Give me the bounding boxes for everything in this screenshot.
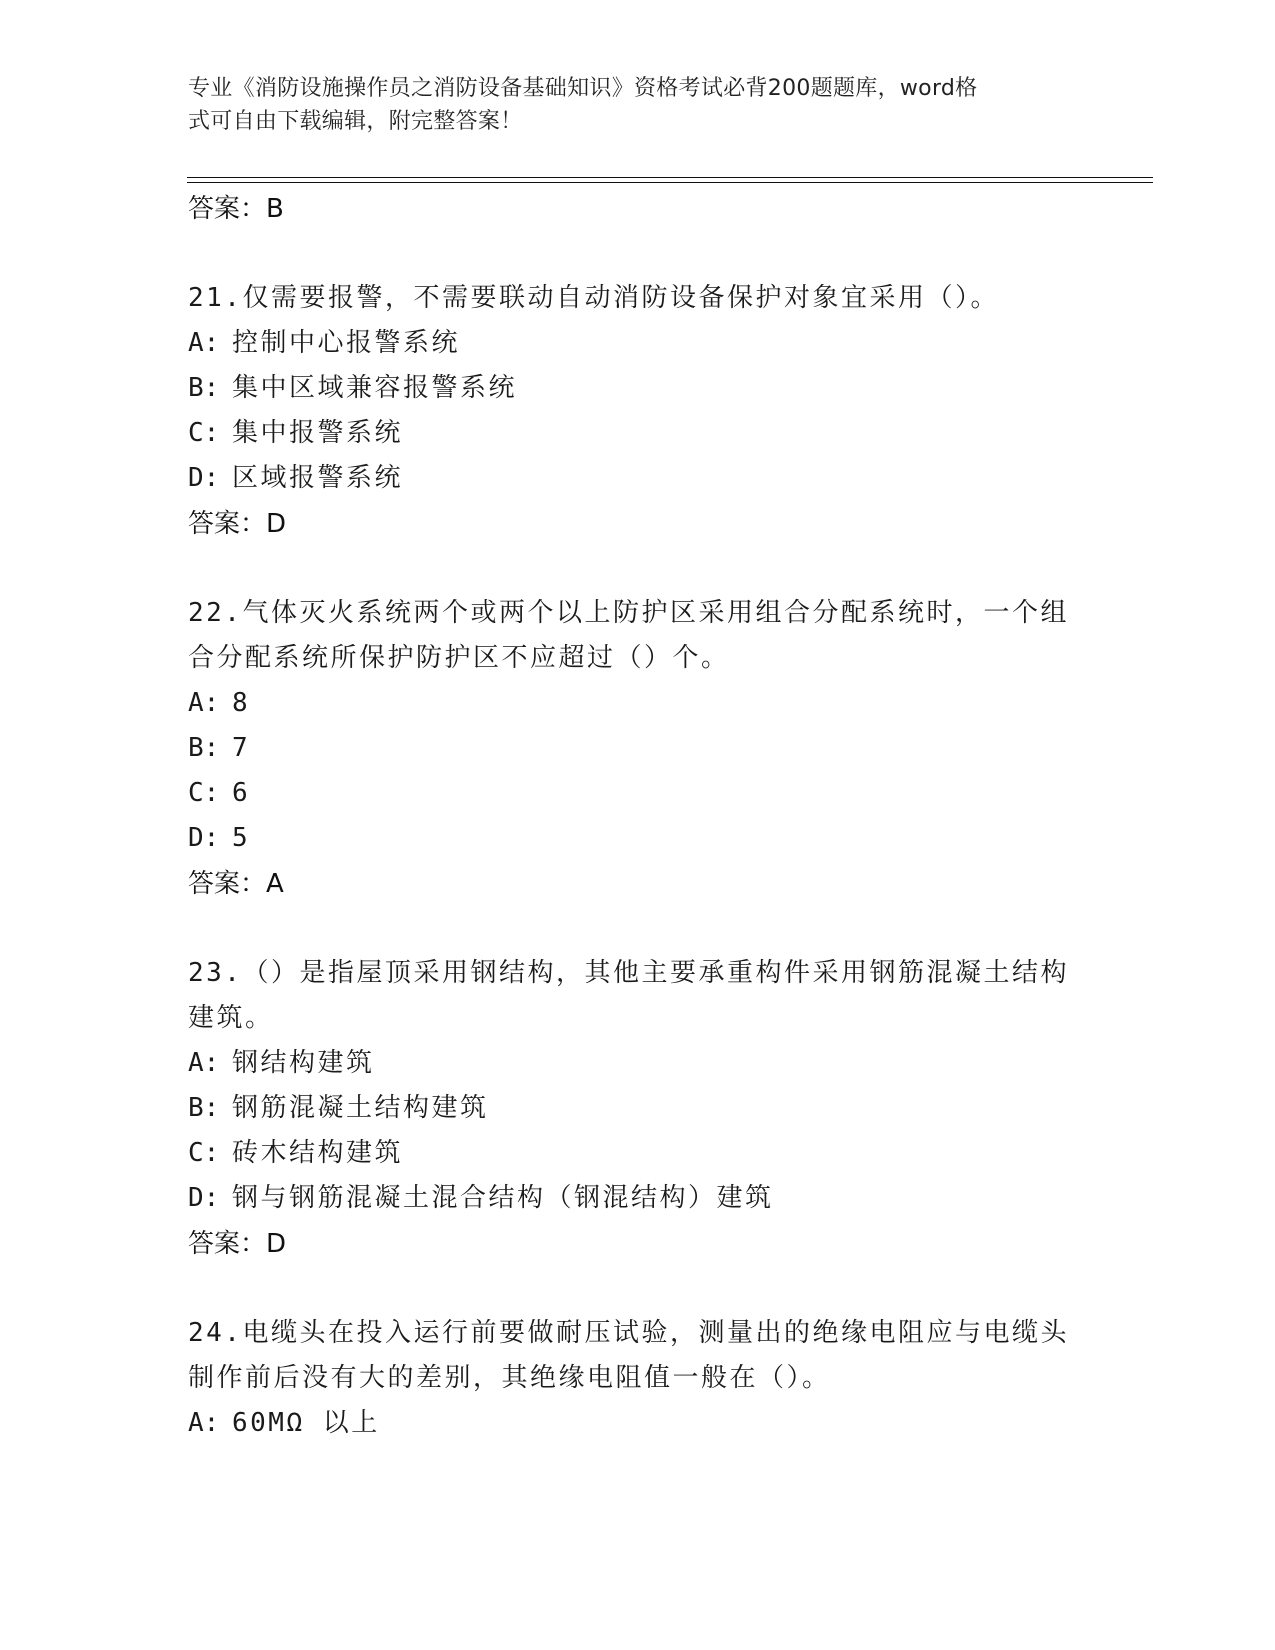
answer-line: 答案：A: [188, 869, 284, 899]
question-stem: [188, 591, 1088, 681]
option-letter: D:: [188, 823, 220, 853]
option-letter: C:: [188, 1138, 220, 1168]
option-letter: D:: [188, 463, 220, 493]
question-stem-line: 合分配系统所保护防护区不应超过（）个。: [188, 643, 730, 673]
option-a: [188, 1041, 1088, 1086]
option-d: [188, 456, 1088, 501]
option-text: 集中区域兼容报警系统: [232, 373, 518, 403]
option-letter: B:: [188, 1093, 220, 1123]
question-stem-line: 22.气体灭火系统两个或两个以上防护区采用组合分配系统时，一个组: [188, 598, 1069, 628]
option-d: [188, 1176, 1088, 1221]
header-line-1: 专业《消防设施操作员之消防设备基础知识》资格考试必背200题题库，word格: [188, 76, 978, 101]
option-a: [188, 1401, 1088, 1446]
answer-line: 答案：D: [188, 1229, 287, 1259]
option-b: [188, 726, 1088, 771]
question-stem: [188, 951, 1088, 1041]
question-stem: [188, 276, 1088, 321]
question-23: [188, 951, 1088, 1267]
option-d: [188, 816, 1088, 861]
document-body: [188, 186, 1088, 1446]
option-letter: B:: [188, 733, 220, 763]
question-stem-line: 制作前后没有大的差别，其绝缘电阻值一般在（）。: [188, 1363, 831, 1393]
option-letter: D:: [188, 1183, 220, 1213]
question-21: [188, 276, 1088, 547]
document-header: [188, 72, 1068, 138]
option-text: 控制中心报警系统: [232, 328, 461, 358]
question-stem: [188, 1311, 1088, 1401]
option-b: [188, 366, 1088, 411]
option-letter: A:: [188, 1408, 220, 1438]
question-stem-line: 24.电缆头在投入运行前要做耐压试验，测量出的绝缘电阻应与电缆头: [188, 1318, 1069, 1348]
option-text: 60MΩ 以上: [232, 1408, 380, 1438]
question-stem-line: 23.（）是指屋顶采用钢结构，其他主要承重构件采用钢筋混凝土结构: [188, 958, 1069, 988]
header-line-2: 式可自由下载编辑，附完整答案！: [188, 109, 523, 134]
question-stem-line: 建筑。: [188, 1003, 274, 1033]
question-stem-line: 21.仅需要报警，不需要联动自动消防设备保护对象宜采用（）。: [188, 283, 999, 313]
option-letter: A:: [188, 688, 220, 718]
option-a: [188, 681, 1088, 726]
option-c: [188, 411, 1088, 456]
option-text: 砖木结构建筑: [232, 1138, 404, 1168]
option-letter: A:: [188, 328, 220, 358]
option-letter: A:: [188, 1048, 220, 1078]
answer-line: 答案：D: [188, 509, 287, 539]
option-text: 7: [232, 733, 251, 763]
question-24: [188, 1311, 1088, 1446]
header-divider-top: [187, 177, 1153, 178]
option-text: 8: [232, 688, 251, 718]
option-a: [188, 321, 1088, 366]
option-text: 钢结构建筑: [232, 1048, 375, 1078]
question-22: [188, 591, 1088, 907]
option-text: 钢筋混凝土结构建筑: [232, 1093, 489, 1123]
option-text: 钢与钢筋混凝土混合结构（钢混结构）建筑: [232, 1183, 774, 1213]
option-text: 区域报警系统: [232, 463, 404, 493]
option-b: [188, 1086, 1088, 1131]
option-letter: B:: [188, 373, 220, 403]
header-divider-bottom: [187, 182, 1153, 183]
option-c: [188, 1131, 1088, 1176]
option-letter: C:: [188, 418, 220, 448]
option-text: 集中报警系统: [232, 418, 404, 448]
answer-line: 答案：B: [188, 194, 284, 224]
option-text: 6: [232, 778, 251, 808]
option-letter: C:: [188, 778, 220, 808]
option-c: [188, 771, 1088, 816]
option-text: 5: [232, 823, 251, 853]
